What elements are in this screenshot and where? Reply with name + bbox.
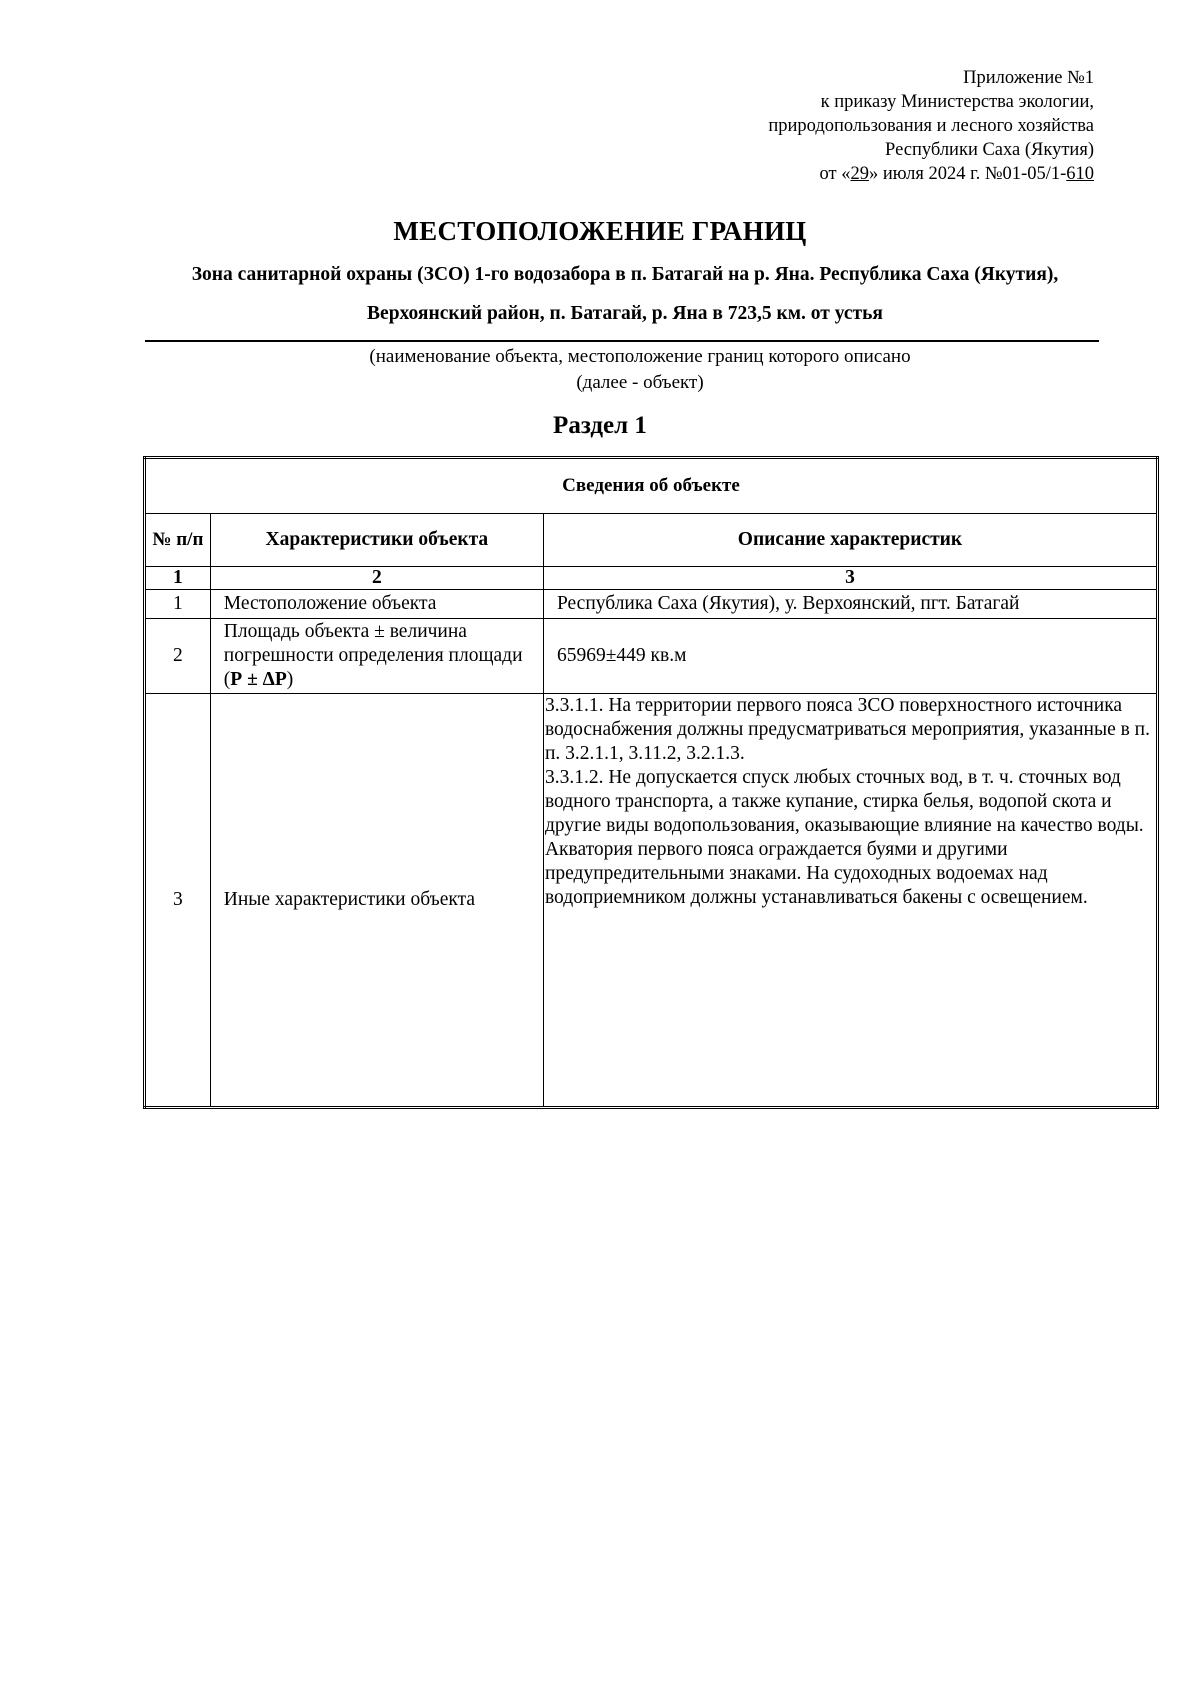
column-number: 1 [145,567,211,590]
object-info-table [143,456,1159,1109]
column-number: 3 [543,567,1157,590]
header-description: Описание характеристик [543,514,1157,567]
table-row [145,590,1158,619]
table-row [145,619,1158,694]
object-name-line-1: Зона санитарной охраны (ЗСО) 1-го водозабора в п. Батагай на р. Яна. Республика Саха (Якутия), [191,264,1059,285]
page-title: МЕСТОПОЛОЖЕНИЕ ГРАНИЦ [393,216,807,246]
appendix-order-line [768,162,1094,186]
area-formula: Р ± ΔР [230,669,287,690]
column-number-row [145,567,1158,590]
appendix-line: Приложение №1 [963,68,1094,88]
row-number: 1 [145,590,211,619]
appendix-block [768,66,1094,186]
characteristic-text-end: ) [286,669,294,690]
order-prefix: от « [819,164,851,184]
row-number: 3 [145,694,211,1108]
section-title: Раздел 1 [553,412,647,439]
header-num: № п/п [145,514,211,567]
row-description: Республика Саха (Якутия), у. Верхоянский, пгт. Батагай [543,590,1157,619]
title-underline [145,340,1099,342]
characteristic-text: Площадь объекта ± величина погрешности определения площади ( [223,621,523,690]
order-middle: » июля 2024 г. №01-05/1- [869,164,1067,184]
table-header-row [145,514,1158,567]
row-characteristic: Иные характеристики объекта [210,694,543,1108]
row-characteristic [210,619,543,694]
row-number: 2 [145,619,211,694]
order-day: 29 [850,164,869,184]
appendix-line: к приказу Министерства экологии, [820,92,1094,112]
table-row [145,694,1158,1108]
appendix-line: Республики Саха (Якутия) [885,140,1094,160]
table-caption: Сведения об объекте [145,458,1158,514]
column-number: 2 [210,567,543,590]
header-characteristic: Характеристики объекта [210,514,543,567]
object-name-line-2: Верхоянский район, п. Батагай, р. Яна в 723,5 км. от устья [367,303,883,324]
row-description: 3.3.1.1. На территории первого пояса ЗСО поверхностного источника водоснабжения должны предусматриваться мероприятия, указанные в п. п. 3.2.1.1, 3.11.2, 3.2.1.3. 3.3.1.2. Не допускается спуск любых сточных вод, в т. ч. сточных вод водного транспорта, а также купание, стирка белья, водопой скота и другие виды водопользования, оказывающие влияние на качество воды. Акватория первого пояса ограждается буями и другими предупредительными знаками. На судоходных водоемах над водоприемником должны устанавливаться бакены с освещением. [543,694,1157,1108]
caption-line: (далее - объект) [576,372,704,393]
row-characteristic: Местоположение объекта [210,590,543,619]
object-caption [145,344,1135,396]
order-number: 610 [1066,164,1094,184]
caption-line: (наименование объекта, местоположение границ которого описано [369,346,911,367]
row-description: 65969±449 кв.м [543,619,1157,694]
appendix-line: природопользования и лесного хозяйства [768,116,1094,136]
